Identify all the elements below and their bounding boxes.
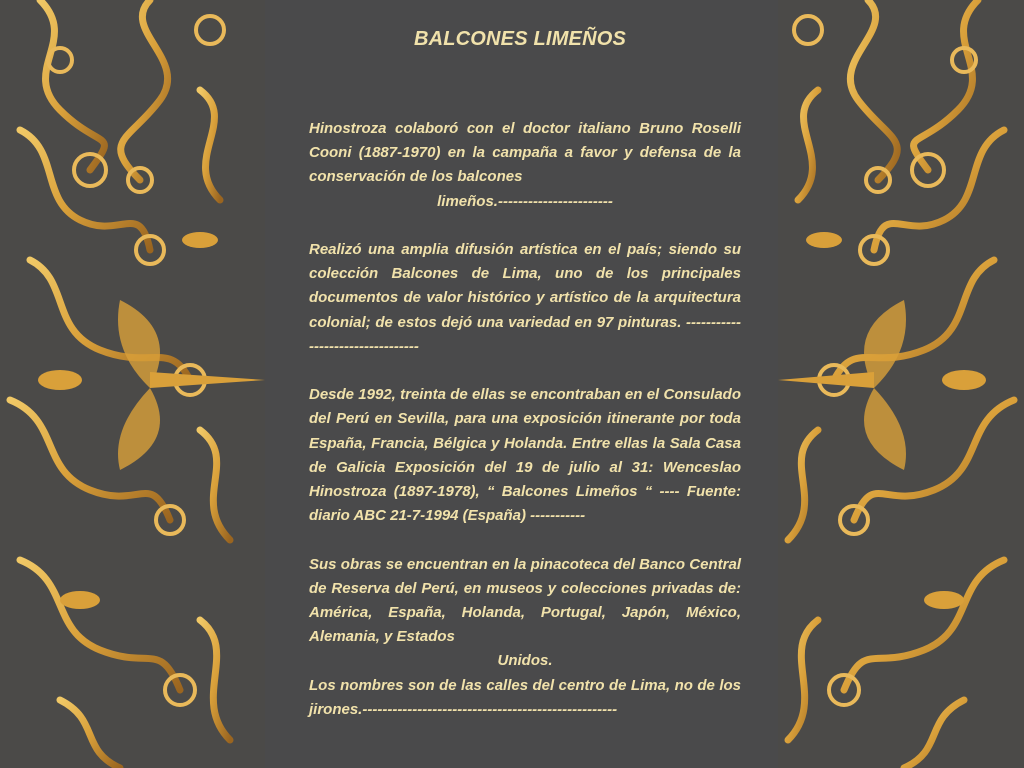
- paragraph-4: Sus obras se encuentran en la pinacoteca del Banco Central de Reserva del Perú, en museos y colecciones privadas de: América, España, Holanda, Portugal, Japón, México, Alemania, y Estados: [309, 555, 741, 646]
- left-ornament-border: [0, 0, 265, 768]
- left-gold-filigree: [0, 0, 265, 768]
- page-title: BALCONES LIMEÑOS: [413, 28, 627, 50]
- paragraph-1-tail: limeños.-----------------------: [437, 192, 613, 210]
- paragraph-gap: [309, 214, 741, 238]
- right-ornament-border: [778, 0, 1024, 768]
- paragraph-2: Realizó una amplia difusión artística en el país; siendo su colección Balcones de Lima, uno de los principales documentos de valor histórico y artístico de la arquitectura colonial; de estos dejó una variedad en 97 pinturas. ---------------------------------: [309, 241, 741, 355]
- paragraph-3: Desde 1992, treinta de ellas se encontraban en el Consulado del Perú en Sevilla, para una exposición itinerante por toda España, Francia, Bélgica y Holanda. Entre ellas la Sala Casa de Galicia Exposición del 19 de julio al 31: Wenceslao Hinostroza (1897-1978), “ Balcones Limeños “ ---- Fuente: diario ABC 21-7-1994 (España) -----------: [309, 386, 741, 525]
- text-body: [309, 117, 741, 722]
- paragraph-5: Los nombres son de las calles del centro de Lima, no de los jirones.---------------------------------------------------: [309, 676, 741, 718]
- paragraph-1: Hinostroza colaboró con el doctor italiano Bruno Roselli Cooni (1887-1970) en la campaña a favor y defensa de la conservación de los balcones: [309, 120, 741, 186]
- right-gold-filigree: [778, 0, 1024, 768]
- paragraph-gap: [309, 359, 741, 383]
- paragraph-gap: [309, 528, 741, 552]
- paragraph-4-tail: Unidos.: [497, 652, 553, 670]
